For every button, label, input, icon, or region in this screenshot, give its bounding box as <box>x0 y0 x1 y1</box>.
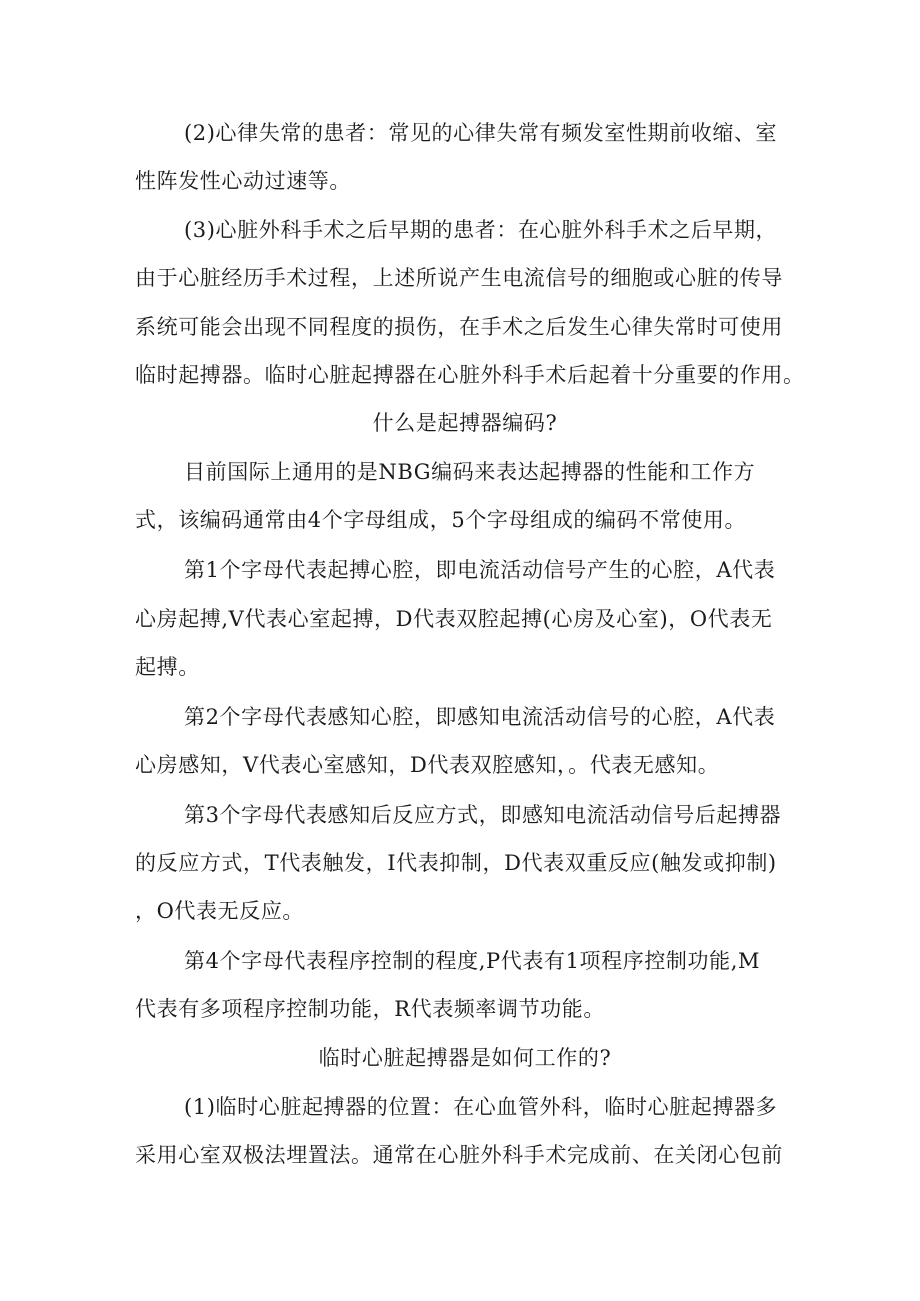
paragraph-line: 第3个字母代表感知后反应方式，即感知电流活动信号后起搏器 <box>184 803 782 827</box>
paragraph-line: (1)临时心脏起搏器的位置：在心血管外科，临时心脏起搏器多 <box>184 1095 778 1119</box>
paragraph-line: 目前国际上通用的是NBG编码来表达起搏器的性能和工作方 <box>184 460 756 484</box>
paragraph-line: 采用心室双极法埋置法。通常在心脏外科手术完成前、在关闭心包前 <box>135 1143 783 1167</box>
paragraph-line: 代表有多项程序控制功能，R代表频率调节功能。 <box>135 997 606 1021</box>
paragraph-line: 心房起搏,V代表心室起搏，D代表双腔起搏(心房及心室)，O代表无 <box>135 607 773 631</box>
paragraph-line: 第2个字母代表感知心腔，即感知电流活动信号的心腔，A代表 <box>184 705 776 729</box>
section-heading: 临时心脏起搏器是如何工作的? <box>318 1046 612 1070</box>
paragraph-line: 的反应方式，T代表触发，I代表抑制，D代表双重反应(触发或抑制) <box>135 851 777 875</box>
paragraph-line: 第1个字母代表起搏心腔，即电流活动信号产生的心腔，A代表 <box>184 558 776 582</box>
paragraph-line: 性阵发性心动过速等。 <box>135 169 351 193</box>
paragraph-line: (3)心脏外科手术之后早期的患者：在心脏外科手术之后早期， <box>184 218 778 242</box>
paragraph-line: 临时起搏器。临时心脏起搏器在心脏外科手术后起着十分重要的作用。 <box>135 363 805 387</box>
paragraph-line: ，O代表无反应。 <box>135 899 305 923</box>
paragraph-line: 第4个字母代表程序控制的程度,P代表有1项程序控制功能,M <box>184 949 761 973</box>
section-heading: 什么是起搏器编码? <box>372 411 558 435</box>
paragraph-line: 起搏。 <box>135 655 200 679</box>
paragraph-line: 由于心脏经历手术过程，上述所说产生电流信号的细胞或心脏的传导 <box>135 266 783 290</box>
paragraph-line: 系统可能会出现不同程度的损伤，在手术之后发生心律失常时可使用 <box>135 315 783 339</box>
paragraph-line: (2)心律失常的患者：常见的心律失常有频发室性期前收缩、室 <box>184 121 778 145</box>
paragraph-line: 心房感知，V代表心室感知，D代表双腔感知，。代表无感知。 <box>135 753 720 777</box>
paragraph-line: 式，该编码通常由4个字母组成，5个字母组成的编码不常使用。 <box>135 508 747 532</box>
